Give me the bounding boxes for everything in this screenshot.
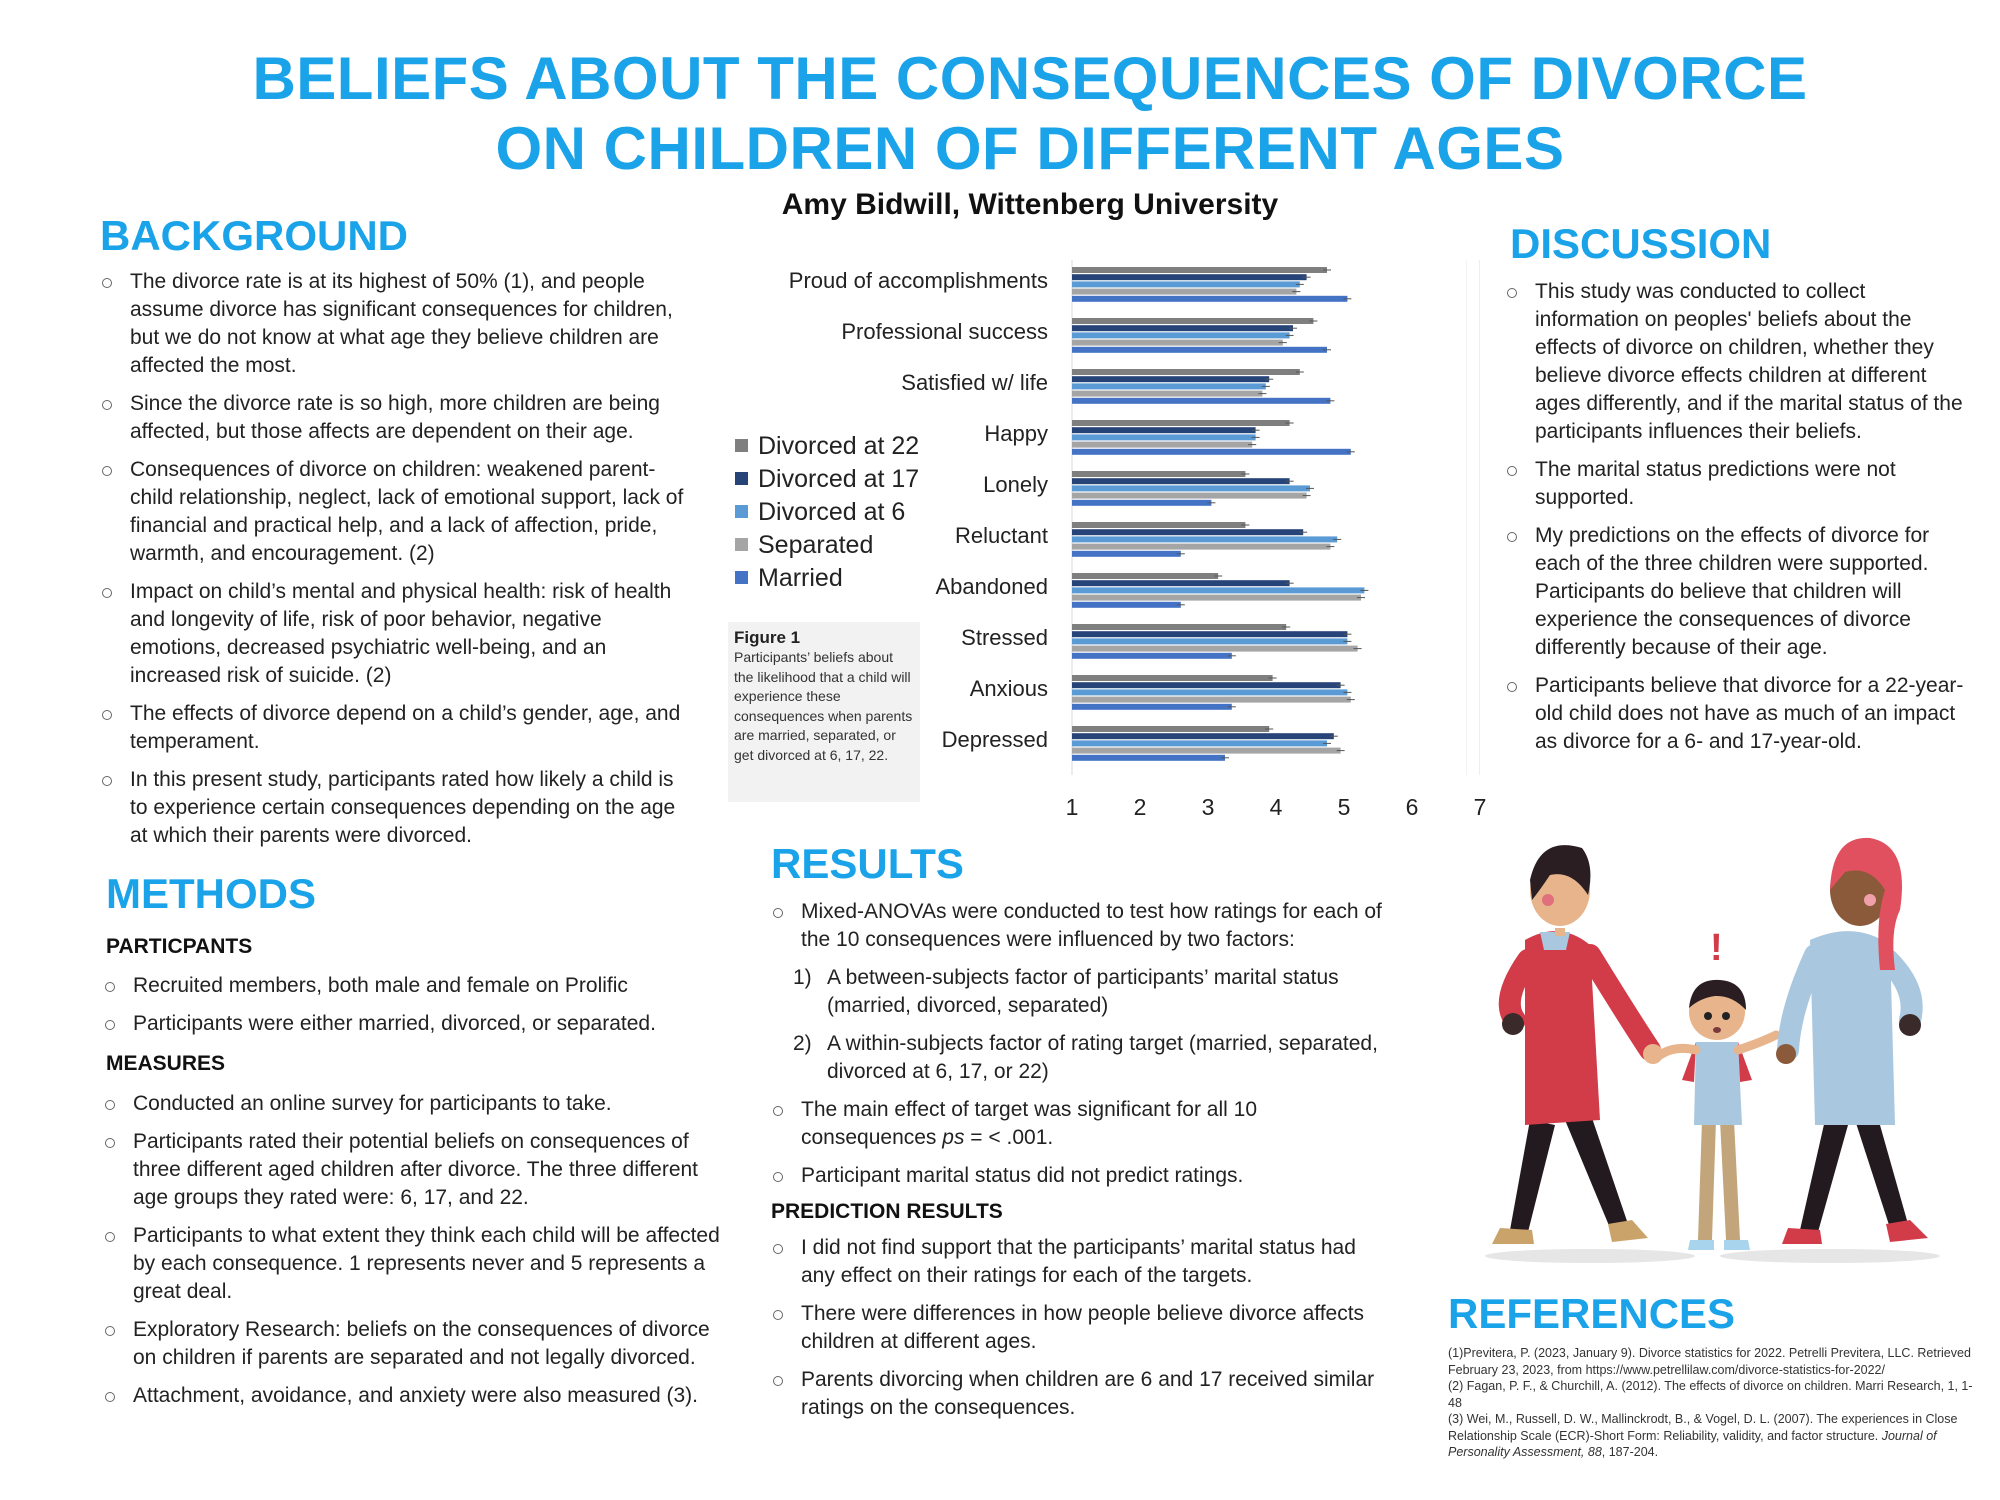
- bar: [1072, 602, 1181, 608]
- bar: [1072, 646, 1358, 652]
- bar: [1072, 471, 1245, 477]
- factor-number: 1): [793, 966, 812, 989]
- exclamation-mark: !: [1710, 927, 1723, 969]
- reference-item: (1)Previtera, P. (2023, January 9). Divorce statistics for 2022. Petrelli Previtera, LLC. Retrieved February 23, 2023, from https://www.petrellilaw.com/divorce-statistics-for-2022/: [1448, 1346, 1971, 1377]
- bar: [1072, 340, 1283, 346]
- x-tick-label: 5: [1337, 794, 1351, 820]
- bar: [1072, 296, 1347, 302]
- chart-legend: [735, 432, 955, 602]
- bar: [1072, 383, 1266, 389]
- factors-list: [771, 964, 1391, 1086]
- prediction-item: Parents divorcing when children are 6 and 17 received similar ratings on the consequences.: [771, 1366, 1391, 1422]
- background-item: In this present study, participants rated how likely a child is to experience certain consequences depending on the age at which their parents were divorced.: [100, 766, 695, 850]
- bar: [1072, 442, 1252, 448]
- figure-caption-box: [728, 622, 920, 802]
- poster-title-line-1: BELIEFS ABOUT THE CONSEQUENCES OF DIVORCE: [252, 45, 1808, 112]
- bar: [1072, 740, 1327, 746]
- bar: [1072, 624, 1286, 630]
- participants-subheading: PARTICPANTS: [106, 935, 253, 958]
- discussion-heading: DISCUSSION: [1510, 220, 1772, 267]
- legend-swatch: [735, 472, 748, 485]
- bar: [1072, 522, 1245, 528]
- results-heading: RESULTS: [771, 840, 964, 887]
- references-list: [1448, 1345, 1983, 1461]
- bar: [1072, 748, 1341, 754]
- bar: [1072, 332, 1290, 338]
- measures-item: Conducted an online survey for participants to take.: [103, 1090, 725, 1118]
- reference-pages: , 187-204.: [1601, 1445, 1659, 1459]
- child-figure: [1660, 980, 1776, 1250]
- main-effect-ps: ps: [942, 1126, 965, 1149]
- factor-item: [771, 964, 1391, 1020]
- author-line: Amy Bidwill, Wittenberg University: [781, 188, 1279, 221]
- bar: [1072, 449, 1351, 455]
- methods-heading: METHODS: [106, 870, 316, 917]
- legend-swatch: [735, 538, 748, 551]
- bar: [1072, 434, 1256, 440]
- family-illustration: [1470, 820, 1970, 1270]
- background-item: Impact on child’s mental and physical health: risk of health and longevity of life, risk of poor behavior, negative emotions, decreased psychiatric well-being, and an increased risk of suicide. (2): [100, 578, 695, 690]
- bar: [1072, 587, 1364, 593]
- results-intro-list: [771, 898, 1391, 954]
- bar: [1072, 726, 1269, 732]
- factor-text: A within-subjects factor of rating target (married, separated, divorced at 6, 17, or 22): [827, 1032, 1378, 1083]
- measures-item: Participants rated their potential beliefs on consequences of three different aged children after divorce. The three different age groups they rated were: 6, 17, and 22.: [103, 1128, 725, 1212]
- bar: [1072, 398, 1330, 404]
- factor-number: 2): [793, 1032, 812, 1055]
- main-effect-text: The main effect of target was significant for all 10 consequences: [801, 1098, 1258, 1149]
- measures-item: Attachment, avoidance, and anxiety were also measured (3).: [103, 1382, 725, 1410]
- category-label: Abandoned: [935, 574, 1048, 599]
- bar: [1072, 595, 1361, 601]
- legend-label: Separated: [758, 531, 874, 559]
- bar: [1072, 391, 1262, 397]
- category-label: Anxious: [969, 676, 1048, 701]
- bar: [1072, 493, 1307, 499]
- legend-item: [735, 498, 905, 527]
- x-tick-label: 6: [1405, 794, 1419, 820]
- references-heading: REFERENCES: [1448, 1290, 1736, 1337]
- legend-label: Married: [758, 564, 843, 592]
- legend-swatch: [735, 439, 748, 452]
- x-tick-label: 4: [1269, 794, 1283, 820]
- x-tick-label: 2: [1133, 794, 1147, 820]
- legend-item: [735, 432, 919, 461]
- x-tick-label: 7: [1473, 794, 1487, 820]
- father-figure: [1492, 845, 1663, 1244]
- factor-text: A between-subjects factor of participants’ marital status (married, divorced, separated): [827, 966, 1339, 1017]
- discussion-list: [1505, 278, 1965, 766]
- legend-item: [735, 465, 919, 494]
- bar: [1072, 420, 1290, 426]
- main-effect-item: [771, 1096, 1391, 1152]
- discussion-item: This study was conducted to collect information on peoples' beliefs about the effects of divorce on children, whether they believe divorce effects children at different ages differently, and if the marital status of the participants influences their beliefs.: [1505, 278, 1965, 446]
- x-tick-label: 1: [1065, 794, 1079, 820]
- category-label: Happy: [984, 421, 1048, 446]
- discussion-item: The marital status predictions were not supported.: [1505, 456, 1965, 512]
- bar: [1072, 733, 1334, 739]
- legend-item: [735, 531, 873, 560]
- category-label: Stressed: [961, 625, 1048, 650]
- bar: [1072, 369, 1300, 375]
- prediction-results-subheading: PREDICTION RESULTS: [771, 1200, 1003, 1223]
- bar: [1072, 580, 1290, 586]
- reference-item: (2) Fagan, P. F., & Churchill, A. (2012). The effects of divorce on children. Marri Research, 1, 1-48: [1448, 1379, 1973, 1410]
- bar: [1072, 485, 1310, 491]
- background-item: Consequences of divorce on children: weakened parent-child relationship, neglect, lack of emotional support, lack of financial and practical help, and a lack of affection, pride, warmth, and encouragement. (2): [100, 456, 695, 568]
- bar: [1072, 675, 1273, 681]
- bar: [1072, 289, 1296, 295]
- figure-caption: Participants’ beliefs about the likelihood that a child will experience these consequences when parents are married, separated, or get divorced at 6, 17, 22.: [734, 649, 913, 763]
- reference-text: (3) Wei, M., Russell, D. W., Mallinckrodt, B., & Vogel, D. L. (2007). The experiences in Close Relationship Scale (ECR)-Short Form: Reliability, validity, and factor structure.: [1448, 1412, 1958, 1443]
- poster-title-line-2: ON CHILDREN OF DIFFERENT AGES: [495, 115, 1565, 182]
- category-label: Lonely: [983, 472, 1048, 497]
- bar: [1072, 704, 1232, 710]
- bar: [1072, 325, 1293, 331]
- legend-swatch: [735, 505, 748, 518]
- bar: [1072, 318, 1313, 324]
- background-item: The effects of divorce depend on a child’s gender, age, and temperament.: [100, 700, 695, 756]
- measures-subheading: MEASURES: [106, 1052, 226, 1075]
- divorce-family-illustration: [1470, 820, 1970, 1270]
- discussion-item: My predictions on the effects of divorce for each of the three children were supported. Participants do believe that children will experience the consequences of divorce differently because of their age.: [1505, 522, 1965, 662]
- factor-item: [771, 1030, 1391, 1086]
- participants-item: Recruited members, both male and female on Prolific: [103, 972, 723, 1000]
- measures-item: Exploratory Research: beliefs on the consequences of divorce on children if parents are separated and not legally divorced.: [103, 1316, 725, 1372]
- discussion-item: Participants believe that divorce for a 22-year-old child does not have as much of an impact as divorce for a 6- and 17-year-old.: [1505, 672, 1965, 756]
- bar: [1072, 653, 1232, 659]
- prediction-item: I did not find support that the participants’ marital status had any effect on their ratings for each of the targets.: [771, 1234, 1391, 1290]
- bar: [1072, 573, 1218, 579]
- category-label: Professional success: [841, 319, 1048, 344]
- prediction-item: There were differences in how people believe divorce affects children at different ages.: [771, 1300, 1391, 1356]
- bar: [1072, 281, 1300, 287]
- category-label: Depressed: [941, 727, 1048, 752]
- legend-label: Divorced at 6: [758, 498, 906, 526]
- participants-item: Participants were either married, divorced, or separated.: [103, 1010, 723, 1038]
- participants-list: [103, 972, 723, 1048]
- bar: [1072, 529, 1303, 535]
- bar: [1072, 267, 1327, 273]
- prediction-list: [771, 1234, 1391, 1422]
- measures-item: Participants to what extent they think each child will be affected by each consequence. 1 represents never and 5 represents a great deal.: [103, 1222, 725, 1306]
- legend-label: Divorced at 17: [758, 465, 920, 493]
- reference-item: [1448, 1411, 1983, 1461]
- bar: [1072, 697, 1351, 703]
- category-label: Proud of accomplishments: [788, 268, 1048, 293]
- reference-journal: Journal of Personality Assessment, 88: [1448, 1428, 1937, 1459]
- results-body: [771, 898, 1391, 1432]
- background-item: Since the divorce rate is so high, more children are being affected, but those affects are dependent on their age.: [100, 390, 695, 446]
- category-label: Satisfied w/ life: [901, 370, 1048, 395]
- bar: [1072, 544, 1330, 550]
- main-effect-p: = < .001.: [964, 1126, 1054, 1149]
- legend-label: Divorced at 22: [758, 432, 920, 460]
- category-label: Reluctant: [955, 523, 1048, 548]
- bar: [1072, 631, 1347, 637]
- legend-item: [735, 564, 843, 593]
- marital-status-item: Participant marital status did not predict ratings.: [771, 1162, 1391, 1190]
- bar: [1072, 551, 1181, 557]
- results-intro: Mixed-ANOVAs were conducted to test how ratings for each of the 10 consequences were influenced by two factors:: [771, 898, 1391, 954]
- bar: [1072, 682, 1341, 688]
- bar: [1072, 536, 1337, 542]
- bar: [1072, 689, 1347, 695]
- bar: [1072, 347, 1327, 353]
- background-list: [100, 268, 695, 860]
- background-heading: BACKGROUND: [100, 212, 408, 259]
- bar: [1072, 427, 1256, 433]
- results-main-list: [771, 1096, 1391, 1190]
- bar: [1072, 755, 1225, 761]
- bar: [1072, 478, 1290, 484]
- background-item: The divorce rate is at its highest of 50% (1), and people assume divorce has significant consequences for children, but we do not know at what age they believe children are affected the most.: [100, 268, 695, 380]
- bar: [1072, 274, 1307, 280]
- bar: [1072, 638, 1347, 644]
- measures-list: [103, 1090, 725, 1420]
- bar: [1072, 376, 1269, 382]
- x-tick-label: 3: [1201, 794, 1215, 820]
- bar: [1072, 500, 1211, 506]
- legend-swatch: [735, 571, 748, 584]
- figure-label: Figure 1: [734, 628, 801, 647]
- mother-figure: [1776, 838, 1928, 1244]
